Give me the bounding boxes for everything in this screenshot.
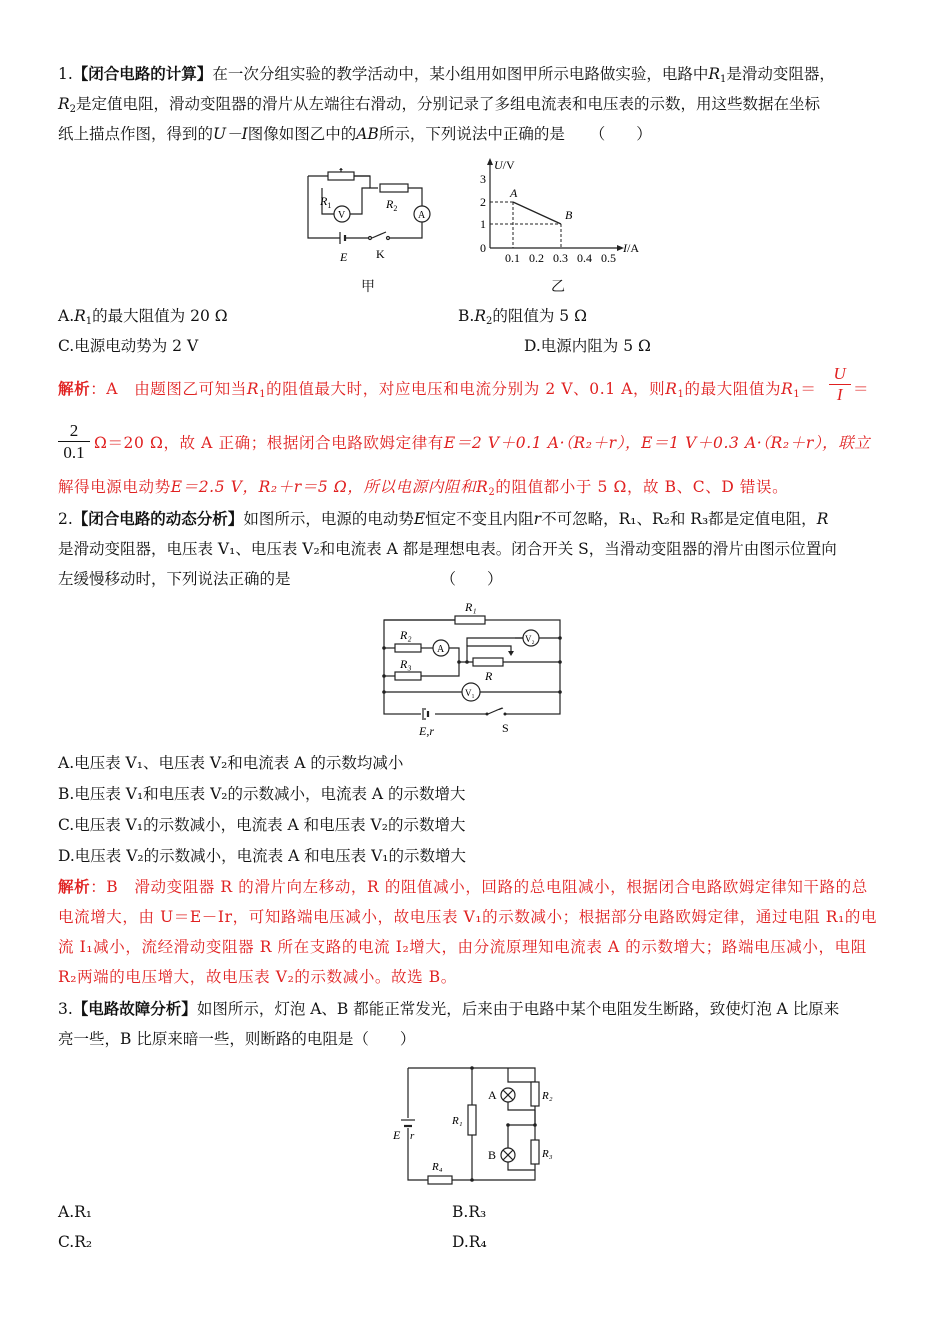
q3-circuit bbox=[380, 1060, 580, 1195]
svg-text:R₁: R₁ bbox=[452, 1115, 463, 1127]
svg-text:V₂: V₂ bbox=[525, 634, 535, 644]
ab-line bbox=[513, 202, 561, 224]
q1-line-3: 纸上描点作图，得到的U－I图像如图乙中的AB所示，下列说法中正确的是 （ ） bbox=[58, 125, 652, 143]
q3-line-2: 亮一些，B 比原来暗一些，则断路的电阻是（ ） bbox=[58, 1030, 416, 1048]
fig-caption-yi: 乙 bbox=[551, 279, 565, 295]
r2-resistor bbox=[395, 644, 421, 652]
q2-analysis-line-2: 电流增大，由 U＝E－Ir，可知路端电压减小，故电压表 V₁的示数减小；根据部分电路欧姆定律，通过电阻 R₁的电 bbox=[58, 908, 878, 926]
q2-line-2: 是滑动变阻器，电压表 V₁、电压表 V₂和电流表 A 都是理想电表。闭合开关 S，当滑动变阻器的滑片由图示位置向 bbox=[58, 540, 837, 558]
q3-option-a[interactable]: A.R₁ bbox=[58, 1203, 93, 1221]
svg-text:V: V bbox=[338, 210, 346, 221]
fraction-2-over-0.1: $\frac{2}{0.1}$ bbox=[58, 420, 90, 463]
q3-line-1: 3.【电路故障分析】如图所示，灯泡 A、B 都能正常发光，后来由于电路中某个电阻发生断路，致使灯泡 A 比原来 bbox=[58, 1000, 840, 1018]
fig-caption-jia: 甲 bbox=[361, 279, 375, 295]
svg-text:R₃: R₃ bbox=[542, 1148, 553, 1160]
q1-option-d[interactable]: D.电源内阻为 5 Ω bbox=[524, 337, 651, 355]
answer-blank: （ ） bbox=[589, 125, 652, 143]
svg-text:B: B bbox=[488, 1148, 497, 1162]
q1-option-a[interactable]: $A.R_1$的最大阻值为 20 Ω bbox=[58, 307, 228, 327]
q1-graph-yi bbox=[470, 155, 650, 270]
q1-topic-tag: 【闭合电路的计算】 bbox=[72, 65, 213, 83]
q3-option-d[interactable]: D.R₄ bbox=[452, 1233, 487, 1251]
q1-analysis-line-3: 解得电源电动势E＝2.5 V，R₂＋r＝5 Ω，所以电源内阻和$R_2$的阻值都小于 5 Ω，故 B、C、D 错误。 bbox=[58, 478, 789, 498]
r4-resistor bbox=[428, 1176, 452, 1184]
slide-rheostat bbox=[473, 658, 503, 666]
svg-text:R₄: R₄ bbox=[432, 1161, 443, 1173]
svg-text:R₂: R₂ bbox=[400, 628, 412, 642]
r1-resistor bbox=[468, 1105, 476, 1135]
q2-analysis-line-4: R₂两端的电压增大，故电压表 V₂的示数减小。故选 B。 bbox=[58, 968, 457, 986]
svg-text:2: 2 bbox=[480, 195, 486, 209]
q1-option-b[interactable]: $B.R_2$的阻值为 5 Ω bbox=[458, 307, 587, 327]
q1-line-1: 1.【闭合电路的计算】在一次分组实验的教学活动中，某小组用如图甲所示电路做实验，电路中$R_1$是滑动变阻器， bbox=[58, 65, 835, 85]
q2-line-1: 2.【闭合电路的动态分析】如图所示，电源的电动势E恒定不变且内阻r不可忽略，R₁、R₂和 R₃都是定值电阻，R bbox=[58, 510, 829, 528]
r1-resistor bbox=[328, 172, 354, 180]
answer-blank: （ ） bbox=[440, 570, 503, 588]
svg-text:A: A bbox=[418, 210, 426, 221]
q1-analysis-line-1: 解析：A 由题图乙可知当$R_1$的阻值最大时，对应电压和电流分别为 2 V、0.1 A，则$R_1$的最大阻值为$R_1=$ bbox=[58, 380, 817, 400]
q1-option-c[interactable]: C.电源电动势为 2 V bbox=[58, 337, 199, 355]
q3-option-c[interactable]: C.R₂ bbox=[58, 1233, 93, 1251]
svg-text:A: A bbox=[488, 1088, 497, 1102]
svg-text:E: E bbox=[393, 1128, 401, 1142]
svg-text:K: K bbox=[376, 247, 385, 261]
svg-text:A: A bbox=[510, 186, 518, 200]
q1-analysis-line-2: Ω＝20 Ω，故 A 正确；根据闭合电路欧姆定律有E＝2 V＋0.1 A·（R₂＋r），E＝1 V＋0.3 A·（R₂＋r），联立 bbox=[94, 434, 871, 452]
q2-option-a[interactable]: A.电压表 V₁、电压表 V₂和电流表 A 的示数均减小 bbox=[58, 754, 404, 772]
r1-resistor bbox=[455, 616, 485, 624]
svg-text:3: 3 bbox=[480, 172, 486, 186]
svg-text:E,r: E,r bbox=[419, 724, 434, 738]
svg-text:R₃: R₃ bbox=[400, 657, 412, 671]
svg-text:R2: $R_2$ bbox=[386, 197, 398, 213]
q1-line-2: $R_2$是定值电阻，滑动变阻器的滑片从左端往右滑动，分别记录了多组电流表和电压表的示数，用这些数据在坐标 bbox=[58, 95, 821, 115]
svg-text:0.4: 0.4 bbox=[577, 251, 592, 265]
svg-text:0.1: 0.1 bbox=[505, 251, 520, 265]
svg-text:R: R bbox=[485, 669, 493, 683]
q2-option-b[interactable]: B.电压表 V₁和电压表 V₂的示数减小，电流表 A 的示数增大 bbox=[58, 785, 466, 803]
q2-option-d[interactable]: D.电压表 V₂的示数减小，电流表 A 和电压表 V₁的示数增大 bbox=[58, 847, 467, 865]
svg-text:S: S bbox=[502, 721, 509, 735]
r3-resistor bbox=[531, 1140, 539, 1164]
svg-text:R₂: R₂ bbox=[542, 1090, 553, 1102]
svg-text:0.3: 0.3 bbox=[553, 251, 568, 265]
r3-resistor bbox=[395, 672, 421, 680]
fraction-u-over-i: $\frac{U}{I}$ bbox=[829, 364, 851, 405]
q1-circuit-jia bbox=[300, 168, 440, 273]
q2-analysis-line-1: 解析：B 滑动变阻器 R 的滑片向左移动，R 的阻值减小，回路的总电阻减小，根据闭合电路欧姆定律知干路的总 bbox=[58, 878, 868, 896]
q2-option-c[interactable]: C.电压表 V₁的示数减小，电流表 A 和电压表 V₂的示数增大 bbox=[58, 816, 466, 834]
svg-text:E: E bbox=[340, 250, 348, 264]
svg-text:U/V: U/V bbox=[494, 158, 515, 172]
svg-text:r: r bbox=[410, 1130, 415, 1142]
r2-resistor bbox=[380, 184, 408, 192]
svg-text:R1: $R_1$ bbox=[320, 194, 332, 210]
q3-topic-tag: 【电路故障分析】 bbox=[72, 1000, 197, 1018]
svg-text:V₁: V₁ bbox=[465, 688, 475, 698]
q1-number: 1. bbox=[58, 65, 73, 83]
q2-line-3: 左缓慢移动时，下列说法正确的是 （ ） bbox=[58, 570, 503, 588]
svg-text:R₁: R₁ bbox=[465, 600, 477, 614]
q2-circuit bbox=[375, 598, 575, 743]
r2-resistor bbox=[531, 1082, 539, 1106]
svg-text:A: A bbox=[437, 644, 445, 655]
q3-option-b[interactable]: B.R₃ bbox=[452, 1203, 487, 1221]
svg-text:I/A: I/A bbox=[623, 241, 639, 255]
svg-text:1: 1 bbox=[480, 217, 486, 231]
q2-analysis-line-3: 流 I₁减小，流经滑动变阻器 R 所在支路的电流 I₂增大，由分流原理知电流表 A 的示数增大；路端电压减小，电阻 bbox=[58, 938, 867, 956]
svg-text:B: B bbox=[565, 208, 573, 222]
q2-topic-tag: 【闭合电路的动态分析】 bbox=[72, 510, 244, 528]
svg-text:0.2: 0.2 bbox=[529, 251, 544, 265]
svg-text:0: 0 bbox=[480, 241, 486, 255]
svg-text:0.5: 0.5 bbox=[601, 251, 616, 265]
